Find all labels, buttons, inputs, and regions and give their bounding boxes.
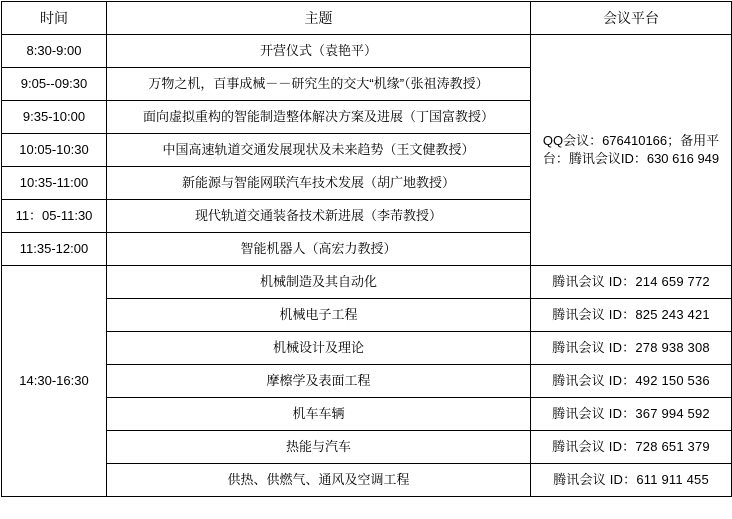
cell-time: 8:30-9:00 [2, 35, 107, 68]
schedule-table [1, 1, 732, 497]
cell-topic: 摩檫学及表面工程 [107, 365, 531, 398]
cell-topic: 热能与汽车 [107, 431, 531, 464]
cell-time: 11:35-12:00 [2, 233, 107, 266]
table-row [2, 431, 732, 464]
cell-platform: 腾讯会议 ID：492 150 536 [531, 365, 732, 398]
cell-topic: 机械设计及理论 [107, 332, 531, 365]
column-header-time: 时间 [2, 2, 107, 35]
cell-platform: 腾讯会议 ID：728 651 379 [531, 431, 732, 464]
column-header-platform: 会议平台 [531, 2, 732, 35]
cell-platform: 腾讯会议 ID：278 938 308 [531, 332, 732, 365]
cell-time-afternoon: 14:30-16:30 [2, 266, 107, 497]
table-row [2, 35, 732, 68]
cell-platform: 腾讯会议 ID：825 243 421 [531, 299, 732, 332]
cell-platform: 腾讯会议 ID：214 659 772 [531, 266, 732, 299]
cell-topic: 中国高速轨道交通发展现状及未来趋势（王文健教授） [107, 134, 531, 167]
table-row [2, 332, 732, 365]
cell-time: 10:35-11:00 [2, 167, 107, 200]
table-row [2, 365, 732, 398]
table-row [2, 398, 732, 431]
cell-time: 11：05-11:30 [2, 200, 107, 233]
cell-time: 9:05--09:30 [2, 68, 107, 101]
cell-topic: 面向虚拟重构的智能制造整体解决方案及进展（丁国富教授） [107, 101, 531, 134]
cell-time: 10:05-10:30 [2, 134, 107, 167]
cell-platform: 腾讯会议 ID：367 994 592 [531, 398, 732, 431]
cell-topic: 开营仪式（袁艳平） [107, 35, 531, 68]
cell-topic: 机车车辆 [107, 398, 531, 431]
cell-topic: 新能源与智能网联汽车技术发展（胡广地教授） [107, 167, 531, 200]
column-header-topic: 主题 [107, 2, 531, 35]
cell-topic: 智能机器人（高宏力教授） [107, 233, 531, 266]
cell-topic: 万物之机，百事成械－－研究生的交大“机缘”（张祖涛教授） [107, 68, 531, 101]
cell-platform-morning: QQ会议：676410166；备用平台：腾讯会议ID：630 616 949 [531, 35, 732, 266]
table-header-row [2, 2, 732, 35]
cell-topic: 供热、供燃气、通风及空调工程 [107, 464, 531, 497]
cell-topic: 机械制造及其自动化 [107, 266, 531, 299]
cell-topic: 现代轨道交通装备技术新进展（李芾教授） [107, 200, 531, 233]
table-row [2, 299, 732, 332]
table-row [2, 464, 732, 497]
cell-time: 9:35-10:00 [2, 101, 107, 134]
table-row [2, 266, 732, 299]
cell-topic: 机械电子工程 [107, 299, 531, 332]
cell-platform: 腾讯会议 ID：611 911 455 [531, 464, 732, 497]
